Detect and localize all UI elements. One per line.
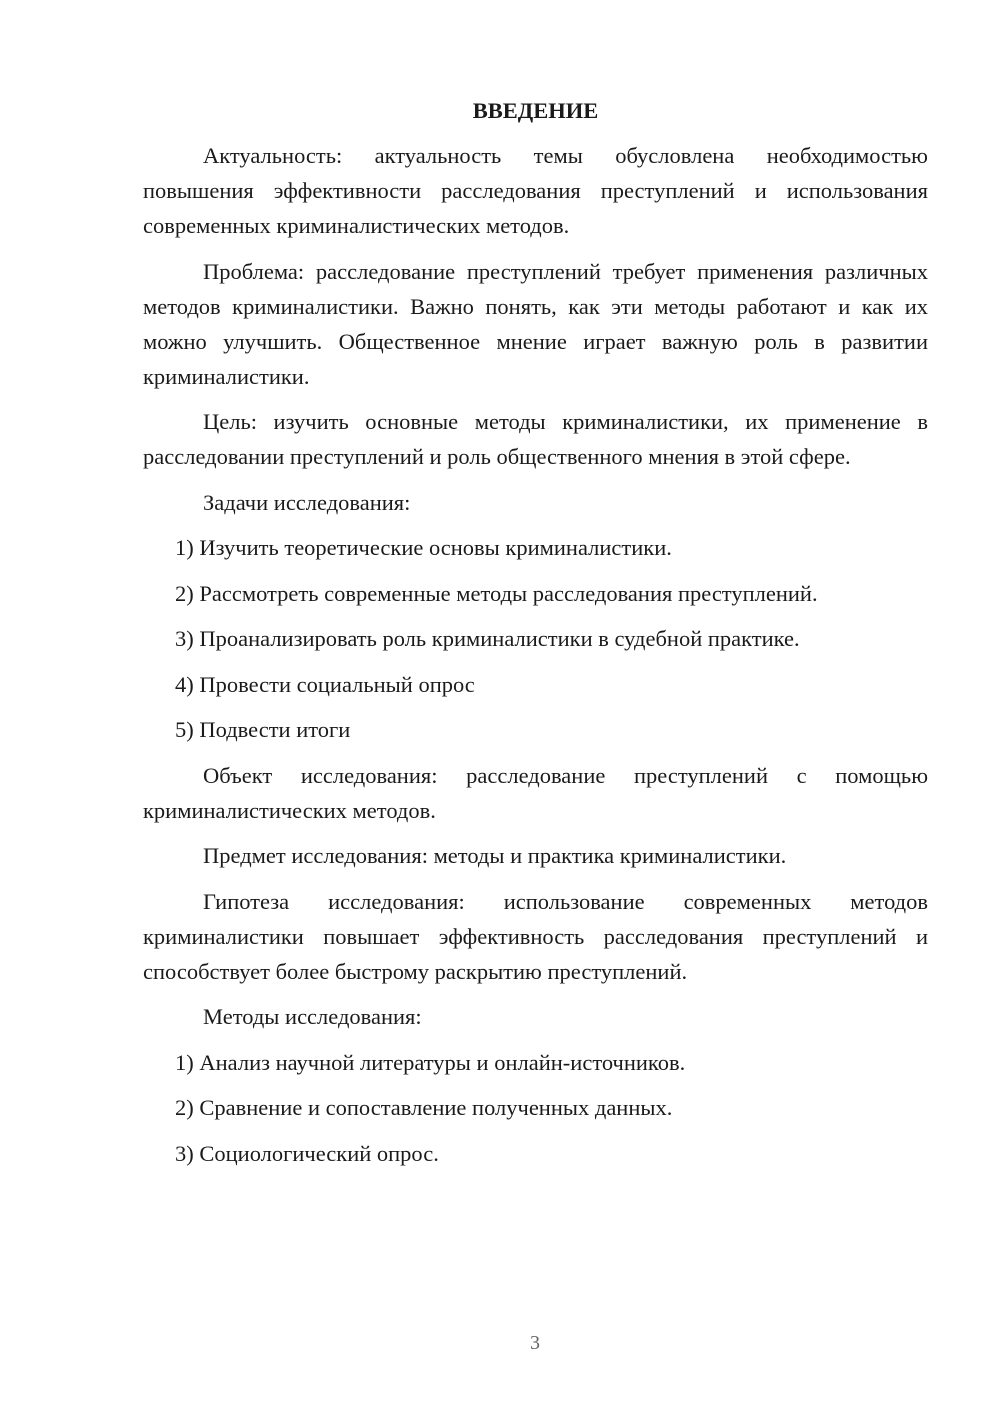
problem-paragraph: Проблема: расследование преступлений требует применения различных методов криминалистики. Важно понять, как эти методы работают и как их можно улучшить. Общественное мнение играет важную роль в развитии криминалистики. <box>143 258 928 389</box>
tasks-list <box>143 530 928 747</box>
list-item: 5) Подвести итоги <box>175 717 351 742</box>
methods-list <box>143 1045 928 1171</box>
list-item: 2) Сравнение и сопоставление полученных данных. <box>175 1095 673 1120</box>
page-number: 3 <box>530 1332 540 1354</box>
list-item: 4) Провести социальный опрос <box>175 671 475 697</box>
list-item: 3) Социологический опрос. <box>175 1140 439 1166</box>
methods-heading: Методы исследования: <box>203 1004 422 1029</box>
tasks-heading: Задачи исследования: <box>203 489 411 515</box>
hypothesis-paragraph: Гипотеза исследования: использование современных методов криминалистики повышает эффективность расследования преступлений и способствует более быстрому раскрытию преступлений. <box>143 888 928 984</box>
goal-paragraph: Цель: изучить основные методы криминалистики, их применение в расследовании преступлений и роль общественного мнения в этой сфере. <box>143 409 928 469</box>
relevance-paragraph: Актуальность: актуальность темы обусловлена необходимостью повышения эффективности расследования преступлений и использования современных криминалистических методов. <box>143 143 928 238</box>
subject-paragraph: Предмет исследования: методы и практика криминалистики. <box>203 843 787 868</box>
page-content <box>143 96 928 1181</box>
list-item: 1) Изучить теоретические основы криминалистики. <box>175 535 672 560</box>
list-item: 2) Рассмотреть современные методы расследования преступлений. <box>175 580 818 606</box>
list-item: 3) Проанализировать роль криминалистики в судебной практике. <box>175 626 800 651</box>
page-title: ВВЕДЕНИЕ <box>472 98 599 123</box>
list-item: 1) Анализ научной литературы и онлайн-источников. <box>175 1049 686 1075</box>
object-paragraph: Объект исследования: расследование преступлений с помощью криминалистических методов. <box>143 762 928 823</box>
